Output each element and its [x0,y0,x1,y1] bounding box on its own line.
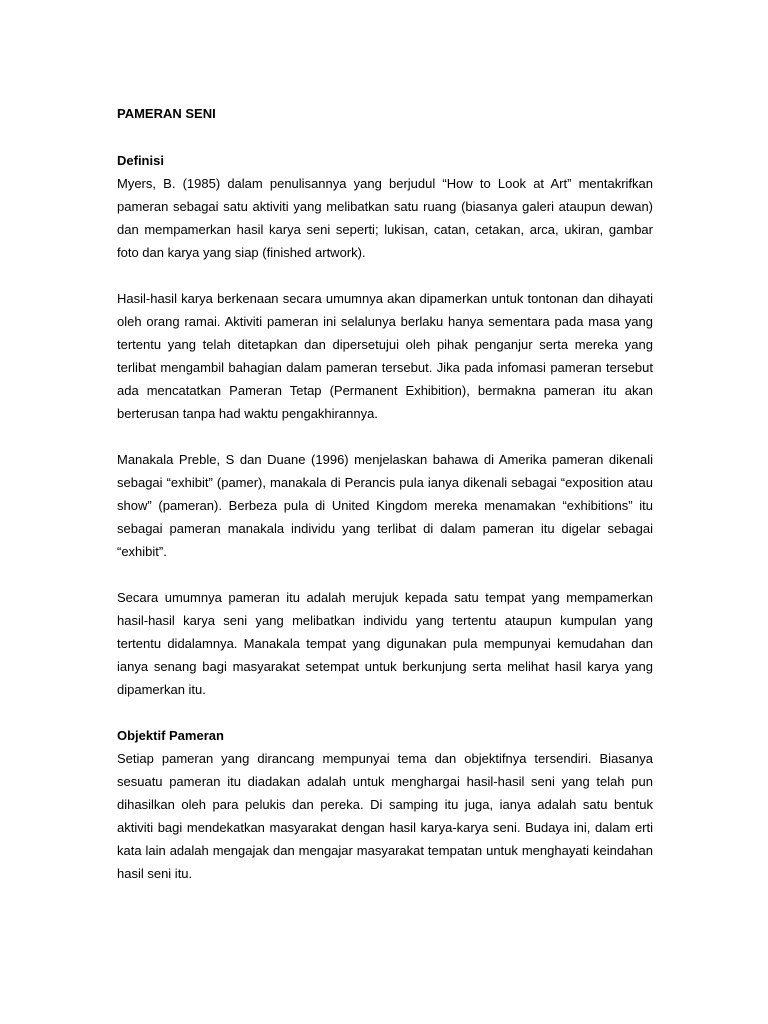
paragraph: Hasil-hasil karya berkenaan secara umumnya akan dipamerkan untuk tontonan dan dihayati oleh orang ramai. Aktiviti pameran ini selalunya berlaku hanya sementara pada masa yang tertentu yang telah ditetapkan dan dipersetujui oleh pihak penganjur serta mereka yang terlibat mengambil bahagian dalam pameran tersebut. Jika pada infomasi pameran tersebut ada mencatatkan Pameran Tetap (Permanent Exhibition), bermakna pameran itu akan berterusan tanpa had waktu pengakhirannya. [117,291,653,421]
paragraph: Myers, B. (1985) dalam penulisannya yang berjudul “How to Look at Art” mentakrifkan pameran sebagai satu aktiviti yang melibatkan satu ruang (biasanya galeri ataupun dewan) dan mempamerkan hasil karya seni seperti; lukisan, catan, cetakan, arca, ukiran, gambar foto dan karya yang siap (finished artwork). [117,176,653,260]
document-title: PAMERAN SENI [117,106,216,121]
document-page [117,102,653,908]
paragraph: Manakala Preble, S dan Duane (1996) menjelaskan bahawa di Amerika pameran dikenali sebagai “exhibit” (pamer), manakala di Perancis pula ianya dikenali sebagai “exposition atau show” (pameran). Berbeza pula di United Kingdom mereka menamakan “exhibitions” itu sebagai pameran manakala individu yang terlibat di dalam pameran itu digelar sebagai “exhibit”. [117,452,653,559]
section-heading: Definisi [117,153,164,168]
paragraph: Setiap pameran yang dirancang mempunyai tema dan objektifnya tersendiri. Biasanya sesuatu pameran itu diadakan adalah untuk menghargai hasil-hasil seni yang telah pun dihasilkan oleh para pelukis dan pereka. Di samping itu juga, ianya adalah satu bentuk aktiviti bagi mendekatkan masyarakat dengan hasil karya-karya seni. Budaya ini, dalam erti kata lain adalah mengajak dan mengajar masyarakat tempatan untuk menghayati keindahan hasil seni itu. [117,751,653,881]
section-objektif-pameran [117,724,653,885]
section-definisi [117,149,653,701]
paragraph: Secara umumnya pameran itu adalah merujuk kepada satu tempat yang mempamerkan hasil-hasil karya seni yang melibatkan individu yang tertentu ataupun kumpulan yang tertentu didalamnya. Manakala tempat yang digunakan pula mempunyai kemudahan dan ianya senang bagi masyarakat setempat untuk berkunjung serta melihat hasil karya yang dipamerkan itu. [117,590,653,697]
section-heading: Objektif Pameran [117,728,224,743]
